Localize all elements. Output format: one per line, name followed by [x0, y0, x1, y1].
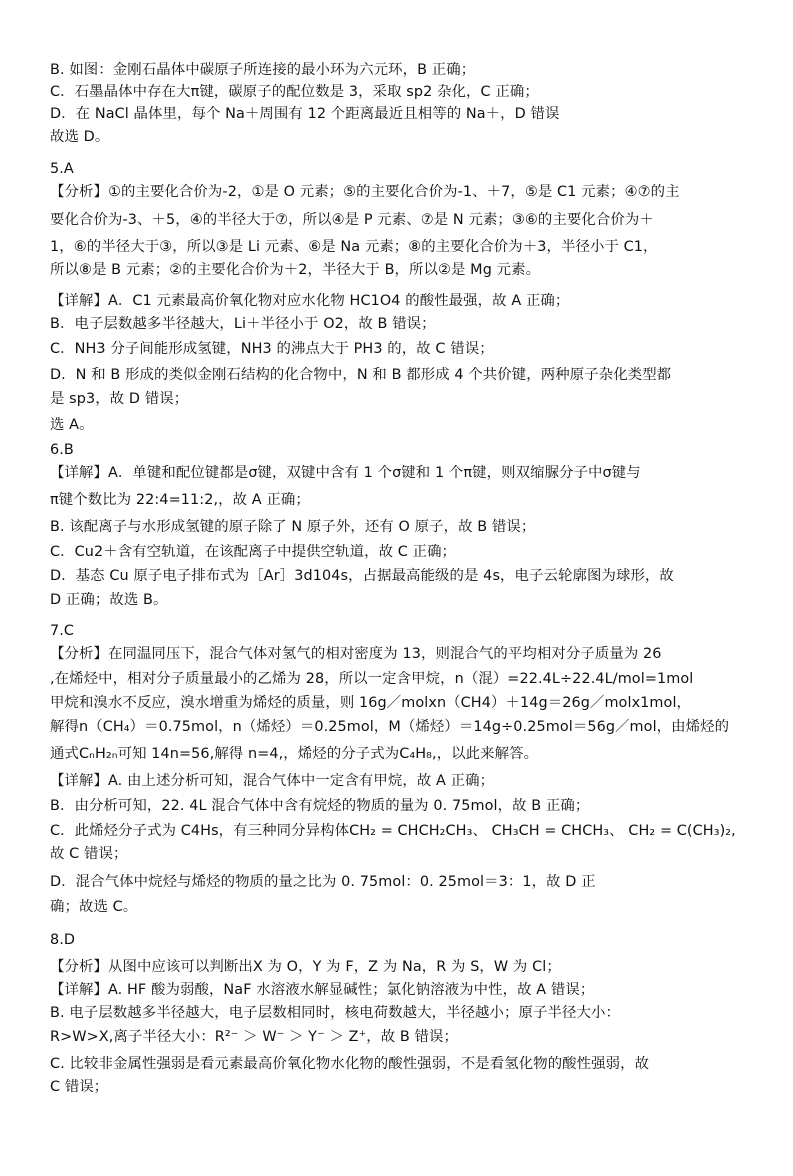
- text-line: C．石墨晶体中存在大π键，碳原子的配位数是 3，采取 sp2 杂化，C 正确；: [50, 84, 539, 100]
- text-line: 甲烷和溴水不反应，溴水增重为烯烃的质量，则 16g／molxn（CH4）＋14g＝26g／molx1mol，: [50, 695, 692, 711]
- text-line: D．混合气体中烷烃与烯烃的物质的量之比为 0. 75mol：0. 25mol＝3：1，故 D 正: [50, 874, 596, 890]
- text-line: D．在 NaCl 晶体里，每个 Na＋周围有 12 个距离最近且相等的 Na＋，D 错误: [50, 106, 560, 122]
- text-line: ,在烯烃中，相对分子质量最小的乙烯为 28，所以一定含甲烷，n（混）=22.4L÷22.4L/mol=1mol: [50, 671, 694, 687]
- text-line: D 正确；故选 B。: [50, 592, 168, 608]
- text-line: 【详解】A．C1 元素最高价氧化物对应水化物 HC1O4 的酸性最强，故 A 正确；: [50, 293, 570, 309]
- text-line: 【详解】A. HF 酸为弱酸，NaF 水溶液水解显碱性；氯化钠溶液为中性，故 A 错误；: [50, 982, 595, 998]
- text-line: R>W>X,离子半径大小：R²⁻ ＞ W⁻ ＞ Y⁻ ＞ Z⁺，故 B 错误；: [50, 1029, 459, 1045]
- question-number: 8.D: [50, 932, 76, 948]
- text-line: C．此烯烃分子式为 C4Hs，有三种同分异构体CH₂ = CHCH₂CH₃、 CH₃CH = CHCH₃、 CH₂ = C(CH₃)₂,: [50, 823, 736, 839]
- question-number: 7.C: [50, 623, 75, 639]
- text-line: C．Cu2＋含有空轨道，在该配离子中提供空轨道，故 C 正确；: [50, 544, 457, 560]
- text-line: 【详解】A．单键和配位键都是σ键，双键中含有 1 个σ键和 1 个π键，则双缩脲分子中σ键与: [50, 465, 641, 481]
- text-line: 通式CₙH₂ₙ可知 14n=56,解得 n=4,，烯烃的分子式为C₄H₈,，以此来解答。: [50, 746, 539, 762]
- text-line: B. 该配离子与水形成氢键的原子除了 N 原子外，还有 O 原子，故 B 错误；: [50, 519, 536, 535]
- text-line: C 错误；: [50, 1079, 109, 1095]
- question-number: 6.B: [50, 442, 74, 458]
- question-number: 5.A: [50, 161, 74, 177]
- text-line: 是 sp3，故 D 错误；: [50, 391, 189, 407]
- text-line: B. 电子层数越多半径越大，电子层数相同时，核电荷数越大，半径越小；原子半径大小：: [50, 1005, 620, 1021]
- text-line: 故选 D。: [50, 129, 110, 145]
- text-line: C．NH3 分子间能形成氢键，NH3 的沸点大于 PH3 的，故 C 错误；: [50, 341, 494, 357]
- text-line: 解得n（CH₄）＝0.75mol，n（烯烃）＝0.25mol，M（烯烃）＝14g÷0.25mol＝56g／mol，由烯烃的: [50, 719, 730, 735]
- text-line: 所以⑧是 B 元素；②的主要化合价为＋2，半径大于 B，所以②是 Mg 元素。: [50, 262, 541, 278]
- text-line: 【分析】从图中应该可以判断出X 为 O，Y 为 F，Z 为 Na，R 为 S，W 为 Cl；: [50, 959, 561, 975]
- text-line: 【详解】A. 由上述分析可知，混合气体中一定含有甲烷，故 A 正确；: [50, 773, 495, 789]
- text-line: 【分析】在同温同压下，混合气体对氢气的相对密度为 13，则混合气的平均相对分子质量为 26: [50, 646, 662, 662]
- text-line: 故 C 错误；: [50, 846, 128, 862]
- text-line: B. 如图：金刚石晶体中碳原子所连接的最小环为六元环，B 正确；: [50, 62, 476, 78]
- text-line: 选 A。: [50, 417, 94, 433]
- text-line: D．基态 Cu 原子电子排布式为［Ar］3d104s，占据最高能级的是 4s，电子云轮廓图为球形，故: [50, 568, 674, 584]
- text-line: 要化合价为-3、＋5，④的半径大于⑦，所以④是 P 元素、⑦是 N 元素；③⑥的主要化合价为＋: [50, 212, 654, 228]
- text-line: B．由分析可知，22. 4L 混合气体中含有烷烃的物质的量为 0. 75mol，故 B 正确；: [50, 798, 590, 814]
- text-line: D．N 和 B 形成的类似金刚石结构的化合物中，N 和 B 都形成 4 个共价键，两种原子杂化类型都: [50, 367, 672, 383]
- text-line: B．电子层数越多半径越大，Li＋半径小于 O2，故 B 错误；: [50, 316, 436, 332]
- text-line: C. 比较非金属性强弱是看元素最高价氧化物水化物的酸性强弱，不是看氢化物的酸性强弱，故: [50, 1056, 650, 1072]
- text-line: 确；故选 C。: [50, 899, 138, 915]
- text-line: 1，⑥的半径大于③，所以③是 Li 元素、⑥是 Na 元素；⑧的主要化合价为＋3，半径小于 C1，: [50, 239, 658, 255]
- text-line: 【分析】①的主要化合价为-2，①是 O 元素；⑤的主要化合价为-1、＋7，⑤是 C1 元素；④⑦的主: [50, 184, 680, 200]
- text-line: π键个数比为 22:4=11:2,，故 A 正确；: [50, 492, 310, 508]
